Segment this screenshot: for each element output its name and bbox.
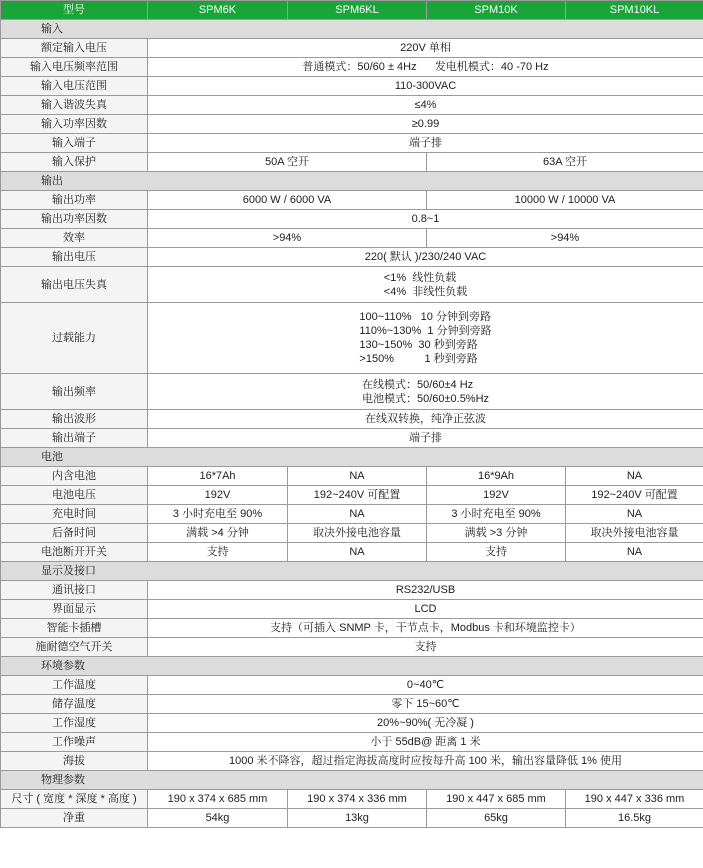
table-row [1,58,703,77]
table-row [1,676,703,695]
row-label: 施耐德空气开关 [1,638,148,657]
cell-value: 190 x 374 x 336 mm [288,790,427,809]
table-row [1,790,703,809]
row-value-6k: >94% [148,229,427,248]
row-label: 过载能力 [1,303,148,374]
row-label: 工作噪声 [1,733,148,752]
row-value-6k: 50A 空开 [148,153,427,172]
row-label: 后备时间 [1,524,148,543]
table-row [1,410,703,429]
row-value: RS232/USB [148,581,703,600]
section-env [1,657,703,676]
value-line: <1% 线性负载 [383,271,457,284]
row-label: 充电时间 [1,505,148,524]
table-row [1,733,703,752]
table-row [1,619,703,638]
cell-value: 16*7Ah [148,467,288,486]
cell-value: 54kg [148,809,288,828]
cell-value: 满载 >4 分钟 [148,524,288,543]
value-line: 在线模式：50/60±4 Hz [361,378,474,391]
row-value-10k: 63A 空开 [427,153,703,172]
row-value: 在线双转换，纯净正弦波 [148,410,703,429]
row-label: 智能卡插槽 [1,619,148,638]
row-value: 1000 米不降容，超过指定海拔高度时应按每升高 100 米，输出容量降低 1% 使用 [148,752,703,771]
table-row [1,134,703,153]
model-spm6k: SPM6K [148,1,288,20]
section-battery [1,448,703,467]
row-value: 支持 [148,638,703,657]
row-value-6k: 6000 W / 6000 VA [148,191,427,210]
cell-value: 取决外接电池容量 [288,524,427,543]
cell-value: 支持 [427,543,566,562]
table-row [1,524,703,543]
row-value: 支持（可插入 SNMP 卡，干节点卡，Modbus 卡和环境监控卡） [148,619,703,638]
section-title: 显示及接口 [1,562,703,581]
value-line: 130~150% 30 秒到旁路 [359,339,478,351]
row-label: 额定输入电压 [1,39,148,58]
row-label: 输出频率 [1,374,148,410]
row-value [148,374,703,410]
value-line: 100~110% 10 分钟到旁路 [359,311,491,323]
row-value: 0~40℃ [148,676,703,695]
row-label: 输出功率因数 [1,210,148,229]
cell-value: 13kg [288,809,427,828]
table-row [1,638,703,657]
section-physical [1,771,703,790]
cell-value: 190 x 447 x 685 mm [427,790,566,809]
cell-value: NA [566,505,703,524]
row-value: 220V 单相 [148,39,703,58]
cell-value: 3 小时充电至 90% [427,505,566,524]
table-row [1,96,703,115]
row-label: 尺寸 ( 宽度 * 深度 * 高度 ) [1,790,148,809]
row-label: 净重 [1,809,148,828]
row-label: 内含电池 [1,467,148,486]
model-spm10kl: SPM10KL [566,1,703,20]
cell-value: NA [566,543,703,562]
table-row [1,303,703,374]
table-row [1,600,703,619]
row-label: 输出端子 [1,429,148,448]
section-output [1,172,703,191]
table-row [1,714,703,733]
row-label: 输入端子 [1,134,148,153]
section-title: 电池 [1,448,703,467]
cell-value: 192V [148,486,288,505]
cell-value: 192~240V 可配置 [288,486,427,505]
row-label: 输入谐波失真 [1,96,148,115]
value-line: 110%~130% 1 分钟到旁路 [359,325,492,337]
cell-value: 支持 [148,543,288,562]
table-row [1,543,703,562]
cell-value: NA [566,467,703,486]
row-label: 工作湿度 [1,714,148,733]
model-spm10k: SPM10K [427,1,566,20]
table-row [1,191,703,210]
row-value: 小于 55dB@ 距离 1 米 [148,733,703,752]
table-row [1,115,703,134]
cell-value: 16.5kg [566,809,703,828]
section-title: 输入 [1,20,703,39]
cell-value: 192V [427,486,566,505]
row-value-10k: >94% [427,229,703,248]
row-value: ≤4% [148,96,703,115]
row-label: 输入保护 [1,153,148,172]
section-title: 物理参数 [1,771,703,790]
row-label: 输出电压失真 [1,267,148,303]
row-value: 端子排 [148,134,703,153]
cell-value: 65kg [427,809,566,828]
table-row [1,229,703,248]
row-value-10k: 10000 W / 10000 VA [427,191,703,210]
cell-value: 满载 >3 分钟 [427,524,566,543]
multiline-value [359,310,491,366]
row-value: 普通模式：50/60 ± 4Hz 发电机模式：40 -70 Hz [148,58,703,77]
section-display [1,562,703,581]
cell-value: NA [288,467,427,486]
cell-value: 192~240V 可配置 [566,486,703,505]
row-label: 储存温度 [1,695,148,714]
table-row [1,153,703,172]
value-line: <4% 非线性负载 [383,285,468,298]
cell-value: 190 x 447 x 336 mm [566,790,703,809]
row-label: 通讯接口 [1,581,148,600]
row-label: 工作温度 [1,676,148,695]
table-row [1,581,703,600]
cell-value: 16*9Ah [427,467,566,486]
section-input [1,20,703,39]
row-label: 输入电压频率范围 [1,58,148,77]
row-label: 海拔 [1,752,148,771]
row-label: 输出功率 [1,191,148,210]
multiline-value [384,271,467,299]
row-value [148,303,703,374]
row-label: 界面显示 [1,600,148,619]
table-row [1,752,703,771]
row-label: 输入功率因数 [1,115,148,134]
cell-value: 3 小时充电至 90% [148,505,288,524]
row-value: 20%~90%( 无冷凝 ) [148,714,703,733]
row-label: 效率 [1,229,148,248]
row-value: 220( 默认 )/230/240 VAC [148,248,703,267]
model-label: 型号 [1,1,148,20]
section-title: 环境参数 [1,657,703,676]
row-value: ≥0.99 [148,115,703,134]
table-row [1,267,703,303]
row-value [148,267,703,303]
table-row [1,505,703,524]
row-label: 电池电压 [1,486,148,505]
cell-value: NA [288,543,427,562]
table-row [1,77,703,96]
section-title: 输出 [1,172,703,191]
model-spm6kl: SPM6KL [288,1,427,20]
row-value: 110-300VAC [148,77,703,96]
table-row [1,374,703,410]
header-row [1,1,703,20]
row-value: 端子排 [148,429,703,448]
row-value: LCD [148,600,703,619]
row-value: 0.8~1 [148,210,703,229]
row-value: 零下 15~60℃ [148,695,703,714]
table-row [1,39,703,58]
row-label: 输入电压范围 [1,77,148,96]
table-row [1,210,703,229]
multiline-value [362,378,489,406]
table-row [1,486,703,505]
table-row [1,467,703,486]
cell-value: 取决外接电池容量 [566,524,703,543]
value-line: >150% 1 秒到旁路 [359,353,478,365]
table-row [1,809,703,828]
cell-value: NA [288,505,427,524]
row-label: 输出电压 [1,248,148,267]
row-label: 电池断开开关 [1,543,148,562]
cell-value: 190 x 374 x 685 mm [148,790,288,809]
row-label: 输出波形 [1,410,148,429]
table-row [1,695,703,714]
table-row [1,248,703,267]
table-row [1,429,703,448]
value-line: 电池模式：50/60±0.5%Hz [361,392,490,405]
